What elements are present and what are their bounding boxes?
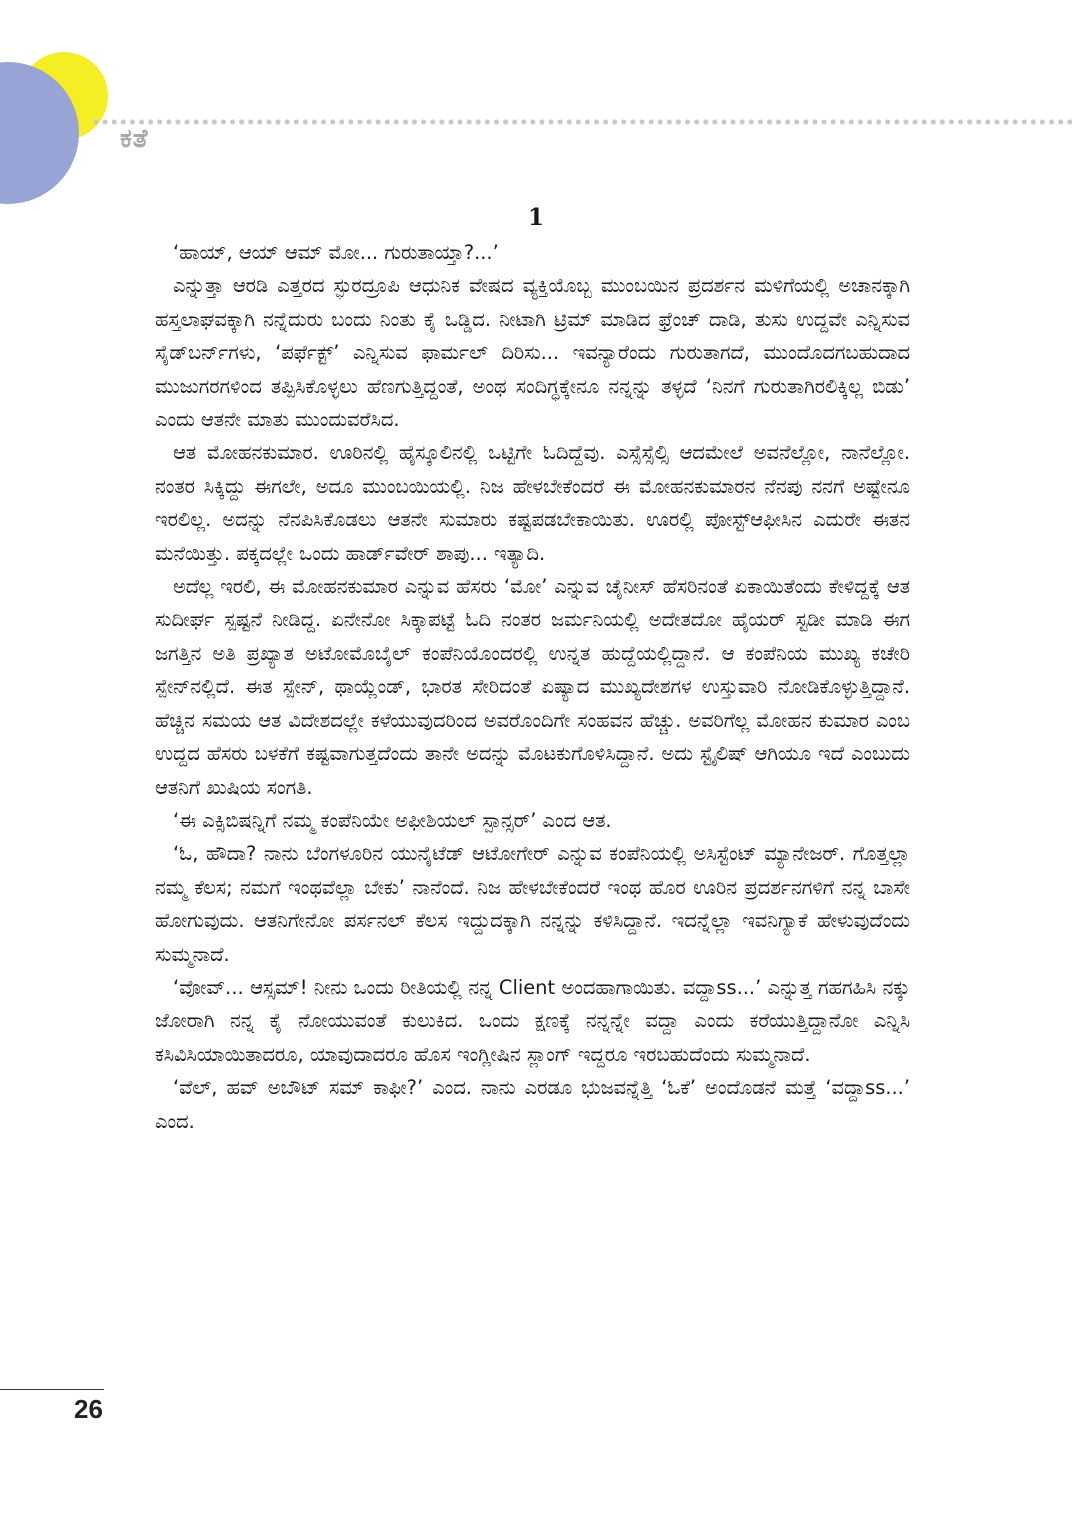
- paragraph: ಅದೆಲ್ಲ ಇರಲಿ, ಈ ಮೋಹನಕುಮಾರ ಎನ್ನುವ ಹೆಸರು ‘ಮೋ’ ಎನ್ನುವ ಚೈನೀಸ್ ಹೆಸರಿನಂತೆ ಏಕಾಯಿತೆಂದು ಕೇಳಿದ್ದಕ್ಕೆ ಆತ ಸುದೀರ್ಘ ಸ್ಪಷ್ಟನೆ ನೀಡಿದ್ದ. ಏನೇನೋ ಸಿಕ್ಕಾಪಟ್ಟೆ ಓದಿ ನಂತರ ಜರ್ಮನಿಯಲ್ಲಿ ಅದೇತದೋ ಹೈಯರ್ ಸ್ಟಡೀ ಮಾಡಿ ಈಗ ಜಗತ್ತಿನ ಅತಿ ಪ್ರಖ್ಯಾತ ಅಟೋಮೊಬೈಲ್ ಕಂಪೆನಿಯೊಂದರಲ್ಲಿ ಉನ್ನತ ಹುದ್ದೆಯಲ್ಲಿದ್ದಾನೆ. ಆ ಕಂಪೆನಿಯ ಮುಖ್ಯ ಕಚೇರಿ ಸ್ಪೇನ್‌ನಲ್ಲಿದೆ. ಈತ ಸ್ಪೇನ್, ಥಾಯ್ಲೆಂಡ್, ಭಾರತ ಸೇರಿದಂತೆ ಏಷ್ಯಾದ ಮುಖ್ಯದೇಶಗಳ ಉಸ್ತುವಾರಿ ನೋಡಿಕೊಳ್ಳುತ್ತಿದ್ದಾನೆ. ಹೆಚ್ಚಿನ ಸಮಯ ಆತ ವಿದೇಶದಲ್ಲೇ ಕಳೆಯುವುದರಿಂದ ಅವರೊಂದಿಗೇ ಸಂಹವನ ಹೆಚ್ಚು. ಅವರಿಗೆಲ್ಲ ಮೋಹನ ಕುಮಾರ ಎಂಬ ಉದ್ದದ ಹೆಸರು ಬಳಕೆಗೆ ಕಷ್ಟವಾಗುತ್ತದೆಂದು ತಾನೇ ಅದನ್ನು ಮೊಟಕುಗೊಳಿಸಿದ್ದಾನೆ. ಅದು ಸ್ಟೈಲಿಷ್ ಆಗಿಯೂ ಇದೆ ಎಂಬುದು ಆತನಿಗೆ ಖುಷಿಯ ಸಂಗತಿ.: [155, 575, 910, 799]
- paragraph: ‘ಹಾಯ್, ಆಯ್ ಆಮ್ ಮೋ... ಗುರುತಾಯ್ತಾ?...’: [173, 241, 499, 264]
- story-body: [155, 236, 910, 1138]
- chapter-number: 1: [527, 204, 544, 231]
- paragraph: ಆತ ಮೋಹನಕುಮಾರ. ಊರಿನಲ್ಲಿ ಹೈಸ್ಕೂಲಿನಲ್ಲಿ ಒಟ್ಟಿಗೇ ಓದಿದ್ದೆವು. ಎಸ್ಸೆಸ್ಸೆಲ್ಸಿ ಆದಮೇಲೆ ಅವನೆಲ್ಲೋ, ನಾನೆಲ್ಲೋ. ನಂತರ ಸಿಕ್ಕಿದ್ದು ಈಗಲೇ, ಅದೂ ಮುಂಬಯಿಯಲ್ಲಿ. ನಿಜ ಹೇಳಬೇಕೆಂದರೆ ಈ ಮೋಹನಕುಮಾರನ ನೆನಪು ನನಗೆ ಅಷ್ಟೇನೂ ಇರಲಿಲ್ಲ. ಅದನ್ನು ನೆನಪಿಸಿಕೊಡಲು ಆತನೇ ಸುಮಾರು ಕಷ್ಟಪಡಬೇಕಾಯಿತು. ಊರಲ್ಲಿ ಪೋಸ್ಟ್‌ಆಫೀಸಿನ ಎದುರೇ ಈತನ ಮನೆಯಿತ್ತು. ಪಕ್ಕದಲ್ಲೇ ಒಂದು ಹಾರ್ಡ್‌ವೇರ್ ಶಾಪು... ಇತ್ಯಾದಿ.: [155, 441, 910, 565]
- page-number: 26: [74, 1394, 103, 1424]
- paragraph: ‘ವೋವ್... ಆಸ್ಸಮ್! ನೀನು ಒಂದು ರೀತಿಯಲ್ಲಿ ನನ್ನ Client ಅಂದಹಾಗಾಯಿತು. ವದ್ದಾss...’ ಎನ್ನುತ್ತ ಗಹಗಹಿಸಿ ನಕ್ಕು ಜೋರಾಗಿ ನನ್ನ ಕೈ ನೋಯುವಂತೆ ಕುಲುಕಿದ. ಒಂದು ಕ್ಷಣಕ್ಕೆ ನನ್ನನ್ನೇ ವದ್ದಾ ಎಂದು ಕರೆಯುತ್ತಿದ್ದಾನೋ ಎನ್ನಿಸಿ ಕಸಿವಿಸಿಯಾಯಿತಾದರೂ, ಯಾವುದಾದರೂ ಹೊಸ ಇಂಗ್ಲೀಷಿನ ಸ್ಲಾಂಗ್ ಇದ್ದರೂ ಇರಬಹುದೆಂದು ಸುಮ್ಮನಾದೆ.: [155, 975, 910, 1066]
- paragraph: ‘ಈ ಎಕ್ಸಿಬಿಷನ್ನಿಗೆ ನಮ್ಮ ಕಂಪೆನಿಯೇ ಅಫೀಶಿಯಲ್ ಸ್ಪಾನ್ಸರ್’ ಎಂದ ಆತ.: [173, 808, 612, 832]
- header-decoration: [0, 0, 1072, 220]
- paragraph: ಎನ್ನುತ್ತಾ ಆರಡಿ ಎತ್ತರದ ಸ್ಫುರದ್ರೂಪಿ ಆಧುನಿಕ ವೇಷದ ವ್ಯಕ್ತಿಯೊಬ್ಬ ಮುಂಬಯಿನ ಪ್ರದರ್ಶನ ಮಳಿಗೆಯಲ್ಲಿ ಅಚಾನಕ್ಕಾಗಿ ಹಸ್ತಲಾಘವಕ್ಕಾಗಿ ನನ್ನೆದುರು ಬಂದು ನಿಂತು ಕೈ ಒಡ್ಡಿದ. ನೀಟಾಗಿ ಟ್ರಿಮ್ ಮಾಡಿದ ಫ್ರೆಂಚ್ ದಾಡಿ, ತುಸು ಉದ್ದವೇ ಎನ್ನಿಸುವ ಸೈಡ್‌ಬರ್ನ್‌ಗಳು, ‘ಪರ್ಫೆಕ್ಟ್’ ಎನ್ನಿಸುವ ಫಾರ್ಮಲ್ ದಿರಿಸು... ಇವನ್ಯಾರೆಂದು ಗುರುತಾಗದೆ, ಮುಂದೊದಗಬಹುದಾದ ಮುಜುಗರಗಳಿಂದ ತಪ್ಪಿಸಿಕೊಳ್ಳಲು ಹೆಣಗುತ್ತಿದ್ದಂತೆ, ಅಂಥ ಸಂದಿಗ್ಧಕ್ಕೇನೂ ನನ್ನನ್ನು ತಳ್ಳದೆ ‘ನಿನಗೆ ಗುರುತಾಗಿರಲಿಕ್ಕಿಲ್ಲ ಬಿಡು’ ಎಂದು ಆತನೇ ಮಾತು ಮುಂದುವರೆಸಿದ.: [155, 274, 911, 432]
- paragraph: ‘ವೆಲ್, ಹವ್ ಅಬೌಟ್ ಸಮ್ ಕಾಫೀ?’ ಎಂದ. ನಾನು ಎರಡೂ ಭುಜವನ್ನೆತ್ತಿ ‘ಓಕೆ’ ಅಂದೊಡನೆ ಮತ್ತೆ ‘ವದ್ದಾss...’ ಎಂದ.: [155, 1076, 910, 1133]
- footer-rule: [0, 1389, 104, 1390]
- paragraph: ‘ಓ, ಹೌದಾ? ನಾನು ಬೆಂಗಳೂರಿನ ಯುನೈಟೆಡ್ ಆಟೋಗೇರ್ ಎನ್ನುವ ಕಂಪೆನಿಯಲ್ಲಿ ಅಸಿಸ್ಟೆಂಟ್ ಮ್ಯಾನೇಜರ್. ಗೊತ್ತಲ್ಲಾ ನಮ್ಮ ಕೆಲಸ; ನಮಗೆ ಇಂಥವೆಲ್ಲಾ ಬೇಕು’ ನಾನೆಂದೆ. ನಿಜ ಹೇಳಬೇಕೆಂದರೆ ಇಂಥ ಹೊರ ಊರಿನ ಪ್ರದರ್ಶನಗಳಿಗೆ ನನ್ನ ಬಾಸೇ ಹೋಗುವುದು. ಆತನಿಗೇನೋ ಪರ್ಸನಲ್ ಕೆಲಸ ಇದ್ದುದಕ್ಕಾಗಿ ನನ್ನನ್ನು ಕಳಿಸಿದ್ದಾನೆ. ಇದನ್ನೆಲ್ಲಾ ಇವನಿಗ್ಯಾಕೆ ಹೇಳುವುದೆಂದು ಸುಮ್ಮನಾದೆ.: [155, 842, 910, 966]
- section-label: ಕತೆ: [120, 124, 149, 154]
